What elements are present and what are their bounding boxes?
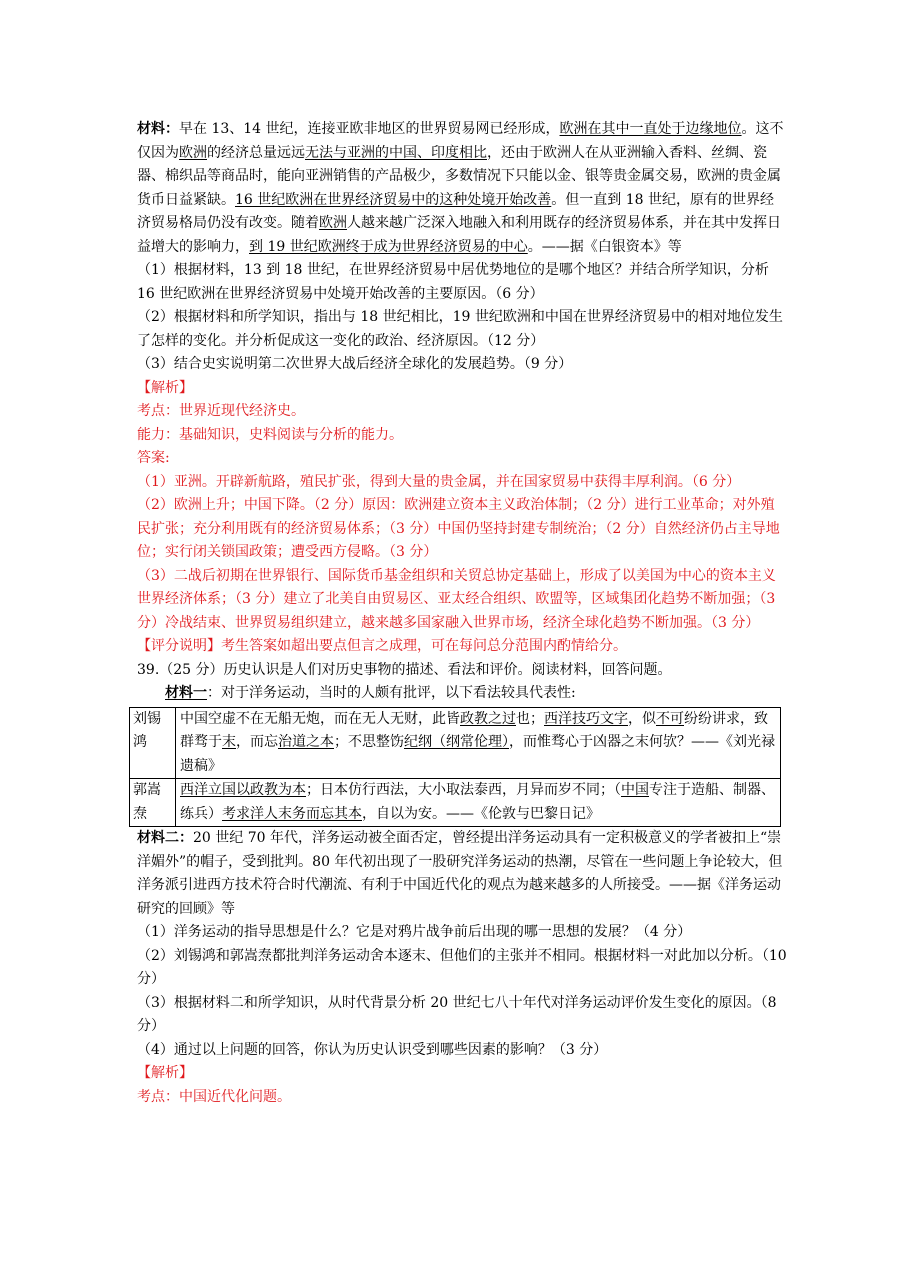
kaodian-line-39: 考点：中国近代化问题。 [137,1088,291,1105]
person-name: 刘锡鸿 [130,707,176,779]
analysis-header: 【解析】 [137,379,193,396]
answer-label: 答案: [137,450,170,466]
material-paragraph: 材料：早在 13、14 世纪，连接亚欧非地区的世界贸易网已经形成，欧洲在其中一直处于边缘地位。这不仅因为欧洲的经济总量远远无法与亚洲的中国、印度相比，还由于欧洲人在从亚洲输入香料、丝绸、瓷器、棉织品等商品时，能向亚洲销售的产品极少，多数情况下只能以金、银等贵金属交易，欧洲的贵金属货币日益紧缺。16 世纪欧洲在世界经济贸易中的这种处境开始改善。但一直到 18 世纪，原有的世界经济贸易格局仍没有改变。随着欧洲人越来越广泛深入地融入和利用既存的经济贸易体系，并在其中发挥日益增大的影响力，到 19 世纪欧洲终于成为世界经济贸易的中心。——据《白银资本》等 [137,121,784,255]
material-1-label: 材料一 [165,685,207,701]
person-name: 郭嵩焘 [130,779,176,827]
nengli-line: 能力：基础知识，史料阅读与分析的能力。 [137,426,403,443]
question-39-1: （1）洋务运动的指导思想是什么？它是对鸦片战争前后出现的哪一思想的发展？（4 分） [137,924,692,940]
grading-note-label: 【评分说明】 [137,638,221,654]
material-2-label: 材料二： [137,830,193,846]
question-1-1: （1）根据材料，13 到 18 世纪，在世界经济贸易中居优势地位的是哪个地区？并结合所学知识，分析 16 世纪欧洲在世界经济贸易中处境开始改善的主要原因。（6 分） [137,262,769,302]
material-label: 材料： [137,121,179,137]
quotes-table [129,707,781,828]
table-row [130,707,781,779]
material-2-paragraph: 材料二：20 世纪 70 年代，洋务运动被全面否定，曾经提出洋务运动具有一定积极意义的学者被扣上“崇洋媚外”的帽子，受到批判。80 年代初出现了一股研究洋务运动的热潮，尽管在一些问题上争论较大，但洋务派引进西方技术符合时代潮流、有利于中国近代化的观点为越来越多的人所接受。——据《洋务运动研究的回顾》等 [137,830,783,917]
answer-3: （3）二战后初期在世界银行、国际货币基金组织和关贸总协定基础上，形成了以美国为中心的资本主义世界经济体系；（3 分）建立了北美自由贸易区、亚太经合组织、欧盟等，区域集团化趋势不断加强；（3 分）冷战结束、世界贸易组织建立，越来越多国家融入世界市场，经济全球化趋势不断加强。（3 分） [137,567,776,631]
table-row [130,779,781,827]
grading-note [137,635,787,659]
answer-1: （1）亚洲。开辟新航路，殖民扩张，得到大量的贵金属，并在国家贸易中获得丰厚利润。（6 分） [137,473,741,490]
question-1-2: （2）根据材料和所学知识，指出与 18 世纪相比，19 世纪欧洲和中国在世界经济贸易中的相对地位发生了怎样的变化。并分析促成这一变化的政治、经济原因。（12 分） [137,309,783,349]
question-39-4: （4）通过以上问题的回答，你认为历史认识受到哪些因素的影响？（3 分） [137,1041,608,1058]
question-39-intro: 39.（25 分）历史认识是人们对历史事物的描述、看法和评价。阅读材料，回答问题。 [137,661,672,678]
quote-cell: 西洋立国以政教为本；日本仿行西法，大小取法泰西，月异而岁不同；（中国专注于造船、制器、练兵）考求洋人末务而忘其本，自以为安。——《伦敦与巴黎日记》 [176,779,781,827]
quote-cell: 中国空虚不在无船无炮，而在无人无财，此皆政教之过也；西洋技巧文字，似不可纷纷讲求，致群骛于末，而忘治道之本；不思整饬纪纲（纲常伦理），而惟骛心于凶器之末何欤？——《刘光禄遗稿》 [176,707,781,779]
kaodian-line: 考点：世界近现代经济史。 [137,403,305,419]
material-1-heading: 材料一：对于洋务运动，当时的人颇有批评，以下看法较具代表性: [165,685,576,701]
analysis-header-39: 【解析】 [137,1065,193,1081]
grading-note-text: 考生答案如超出要点但言之成理，可在每问总分范围内酌情给分。 [221,638,627,654]
question-39-3: （3）根据材料二和所学知识，从时代背景分析 20 世纪七八十年代对洋务运动评价发生变化的原因。（8 分） [137,994,777,1034]
question-1-3: （3）结合史实说明第二次世界大战后经济全球化的发展趋势。（9 分） [137,356,573,372]
answer-2: （2）欧洲上升；中国下降。（2 分）原因：欧洲建立资本主义政治体制；（2 分）进行工业革命；对外殖民扩张；充分利用既有的经济贸易体系；（3 分）中国仍坚持封建专制统治；（2 分）自然经济仍占主导地位；实行闭关锁国政策；遭受西方侵略。（3 分） [137,497,780,560]
document-page [133,118,787,1109]
question-39-2: （2）刘锡鸿和郭嵩焘都批判洋务运动舍本逐末、但他们的主张并不相同。根据材料一对此加以分析。（10 分） [137,947,787,987]
